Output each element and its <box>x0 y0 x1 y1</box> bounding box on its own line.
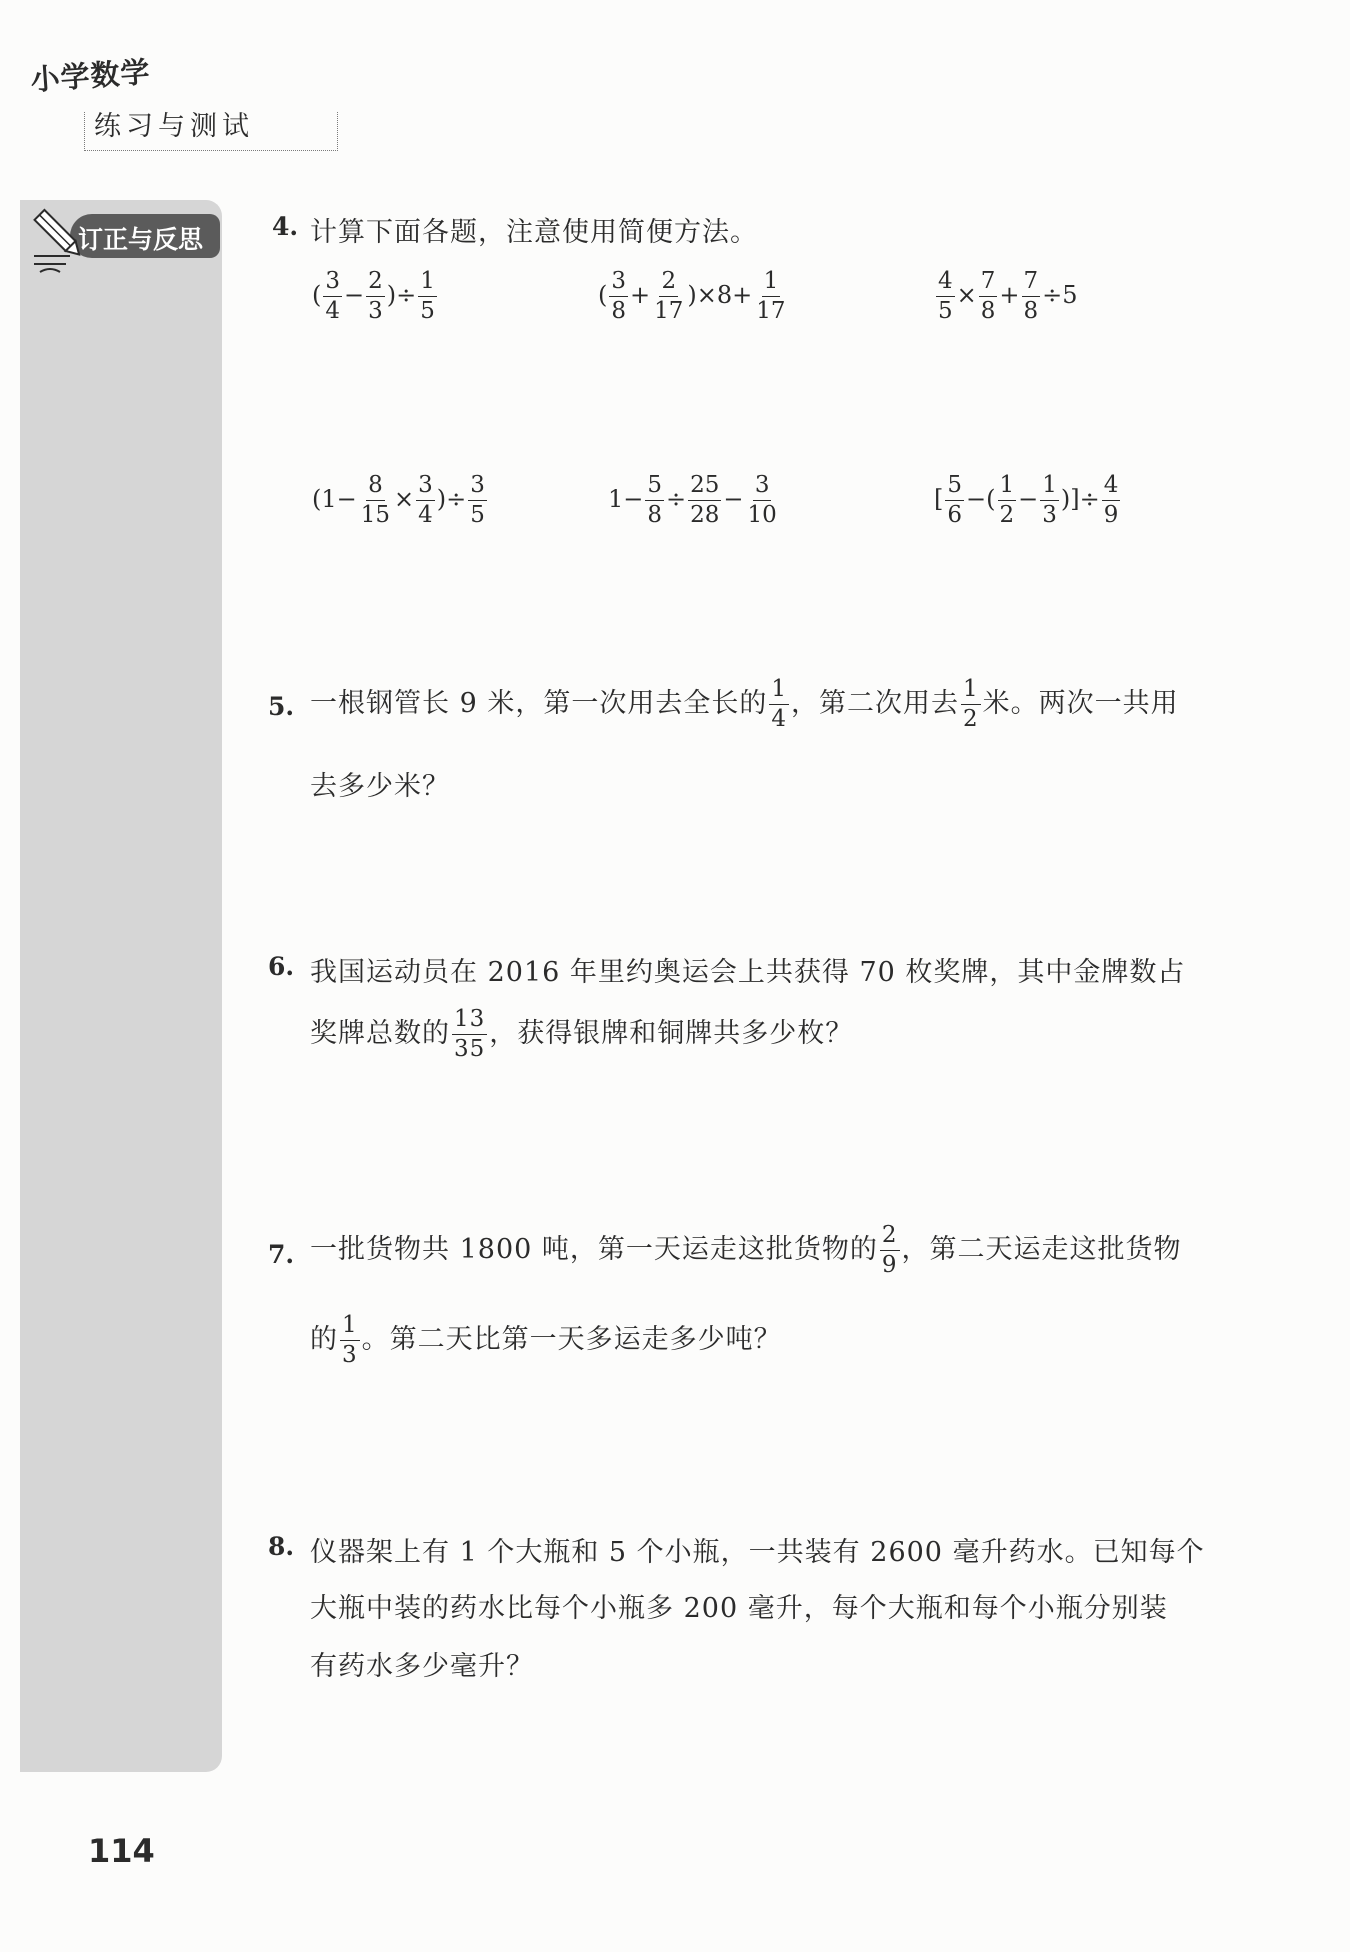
question-number: 6. <box>268 952 295 981</box>
question-text: 计算下面各题，注意使用简便方法。 <box>310 217 758 248</box>
expression-3: $\frac{4}{5}$ × $\frac{7}{8}$ + $\frac{7}{8}$ ÷5 <box>938 268 1078 324</box>
question-number: 5. <box>268 692 295 721</box>
expression-2: ( $\frac{3}{8}$ + $\frac{2}{17}$ )×8+ $\frac{1}{17}$ <box>598 268 786 324</box>
expression-1: ( $\frac{3}{4}$ − $\frac{2}{3}$ )÷ $\frac{1}{5}$ <box>312 268 435 324</box>
question-text-line: 奖牌总数的 $\frac{13}{35}$ ，获得银牌和铜牌共多少枚？ <box>310 1006 854 1062</box>
question-text-line: 去多少米？ <box>310 771 450 802</box>
expression-5: 1− $\frac{5}{8}$ ÷ $\frac{25}{28}$ − $\frac{3}{10}$ <box>608 472 777 528</box>
question-text: 一批货物共 1800 吨，第一天运走这批货物的 $\frac{2}{9}$ ，第二天运走这批货物 <box>310 1222 1182 1278</box>
margin-label: 订正与反思 <box>78 225 204 254</box>
question-text: 我国运动员在 2016 年里约奥运会上共获得 70 枚奖牌，其中金牌数占 <box>310 957 1186 988</box>
margin-notes-column <box>20 200 222 1772</box>
question-text-line: 的 $\frac{1}{3}$ 。第二天比第一天多运走多少吨？ <box>310 1312 782 1368</box>
page-number: 114 <box>88 1832 155 1870</box>
question-text: 一根钢管长 9 米，第一次用去全长的 $\frac{1}{4}$ ，第二次用去 $\frac{1}{2}$ 米。两次一共用 <box>310 676 1179 732</box>
question-number: 4. <box>272 212 299 241</box>
expression-6: [ $\frac{5}{6}$ −( $\frac{1}{2}$ − $\frac{1}{3}$ )]÷ $\frac{4}{9}$ <box>934 472 1119 528</box>
expression-4: (1− $\frac{8}{15}$ × $\frac{3}{4}$ )÷ $\frac{3}{5}$ <box>312 472 485 528</box>
series-title: 小学数学 <box>29 54 152 98</box>
question-text-line: 有药水多少毫升？ <box>310 1651 534 1682</box>
series-subtitle: 练习与测试 <box>94 104 260 143</box>
question-number: 8. <box>268 1532 295 1561</box>
question-text: 仪器架上有 1 个大瓶和 5 个小瓶，一共装有 2600 毫升药水。已知每个 <box>310 1537 1205 1568</box>
question-number: 7. <box>268 1240 295 1269</box>
question-text-line: 大瓶中装的药水比每个小瓶多 200 毫升，每个大瓶和每个小瓶分别装 <box>310 1593 1168 1624</box>
